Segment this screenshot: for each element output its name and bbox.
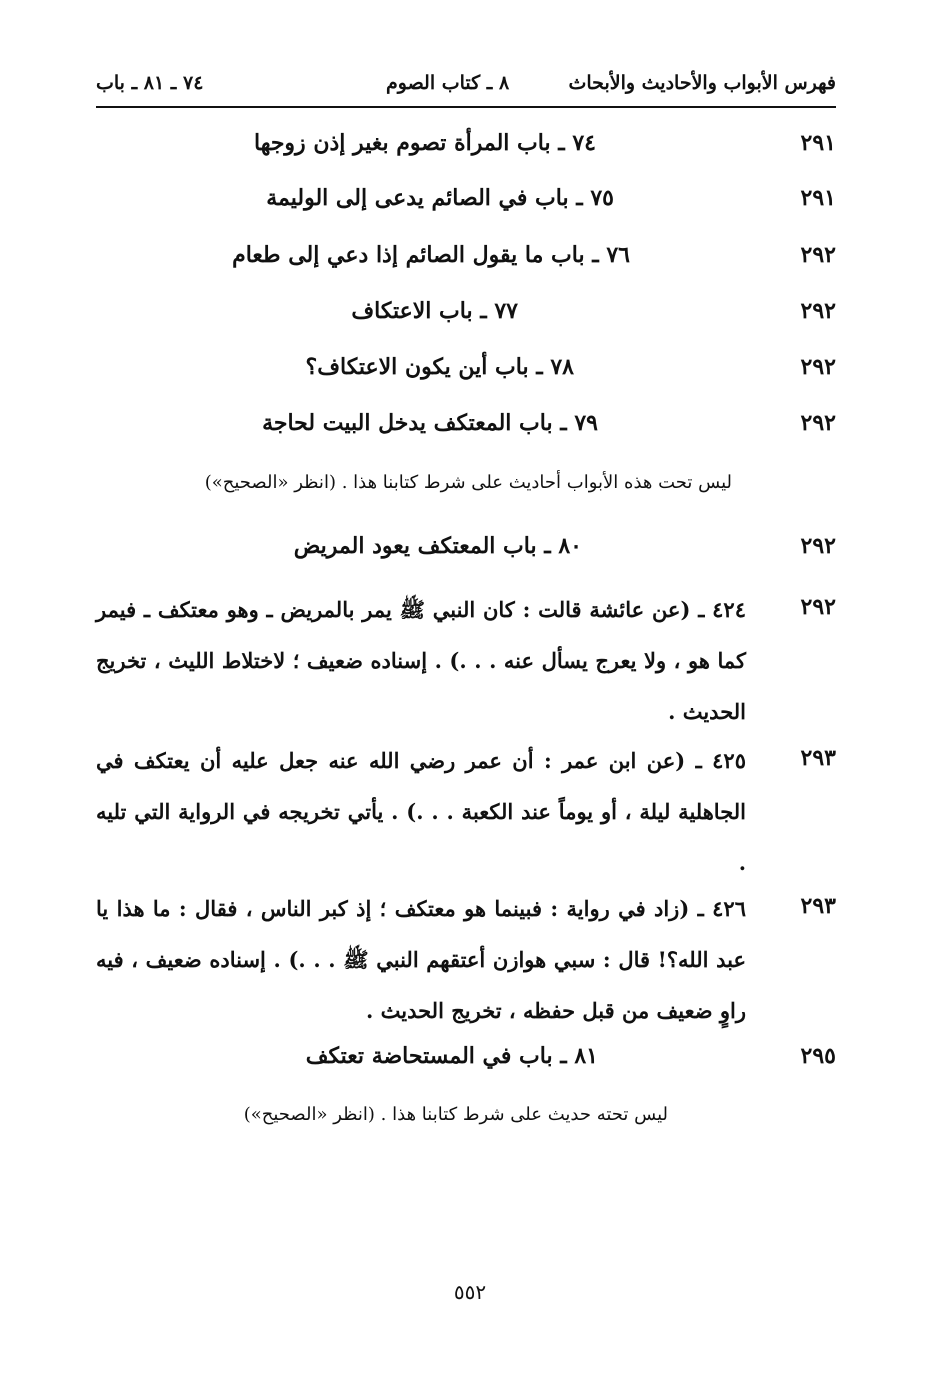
note-no-hadith-2: ليس تحته حديث على شرط كتابنا هذا . (انظر «الصحيح»): [243, 1104, 668, 1125]
entry-page: ٢٩٢: [800, 242, 836, 268]
header-book: ٨ ـ كتاب الصوم: [386, 72, 510, 94]
entry-page: ٢٩٢: [800, 354, 836, 380]
header-range: ٧٤ ـ ٨١ ـ باب: [96, 72, 204, 94]
hadith-425: ٤٢٥ ـ (عن ابن عمر : أن عمر رضي الله عنه جعل عليه أن يعتكف في الجاهلية ليلة ، أو يوماً عند الكعبة . . .) . يأتي تخريجه في الرواية التي تليه .: [96, 748, 746, 875]
entry-page: ٢٩٢: [800, 533, 836, 559]
entry-page: ٢٩٥: [800, 1043, 836, 1069]
entry-title: ٨١ ـ باب في المستحاضة تعتكف: [305, 1043, 598, 1069]
note-no-hadith: ليس تحت هذه الأبواب أحاديث على شرط كتابنا هذا . (انظر «الصحيح»): [204, 472, 732, 493]
entry-title: ٧٥ ـ باب في الصائم يدعى إلى الوليمة: [266, 185, 614, 211]
running-header: [96, 70, 836, 108]
hadith-424: ٤٢٤ ـ (عن عائشة قالت : كان النبي ﷺ يمر بالمريض ـ وهو معتكف ـ فيمر كما هو ، ولا يعرج يسأل عنه . . .) . إسناده ضعيف ؛ لاختلاط الليث ، تخريج الحديث .: [96, 597, 746, 724]
entry-title: ٧٤ ـ باب المرأة تصوم بغير إذن زوجها: [253, 130, 596, 156]
entry-title: ٧٦ ـ باب ما يقول الصائم إذا دعي إلى طعام: [232, 242, 630, 268]
entry-title: ٧٨ ـ باب أين يكون الاعتكاف؟: [305, 354, 574, 380]
entry-title: ٨٠ ـ باب المعتكف يعود المريض: [293, 533, 582, 559]
hadith-426: ٤٢٦ ـ (زاد في رواية : فبينما هو معتكف ؛ إذ كبر الناس ، فقال : ما هذا يا عبد الله؟! قال : سبي هوازن أعتقهم النبي ﷺ . . .) . إسناده ضعيف ، فيه راوٍ ضعيف من قبل حفظه ، تخريج الحديث .: [96, 896, 746, 1023]
hadith-page: ٢٩٢: [800, 594, 836, 620]
hadith-page: ٢٩٣: [800, 745, 836, 771]
header-title: فهرس الأبواب والأحاديث والأبحاث: [568, 72, 836, 94]
entry-page: ٢٩٢: [800, 410, 836, 436]
entry-title: ٧٧ ـ باب الاعتكاف: [351, 298, 518, 324]
header-rule: [96, 106, 836, 108]
entry-page: ٢٩١: [800, 185, 836, 211]
hadith-page: ٢٩٣: [800, 893, 836, 919]
entry-page: ٢٩١: [800, 130, 836, 156]
entry-title: ٧٩ ـ باب المعتكف يدخل البيت لحاجة: [262, 410, 598, 436]
page-number: ٥٥٢: [453, 1280, 487, 1304]
entry-page: ٢٩٢: [800, 298, 836, 324]
